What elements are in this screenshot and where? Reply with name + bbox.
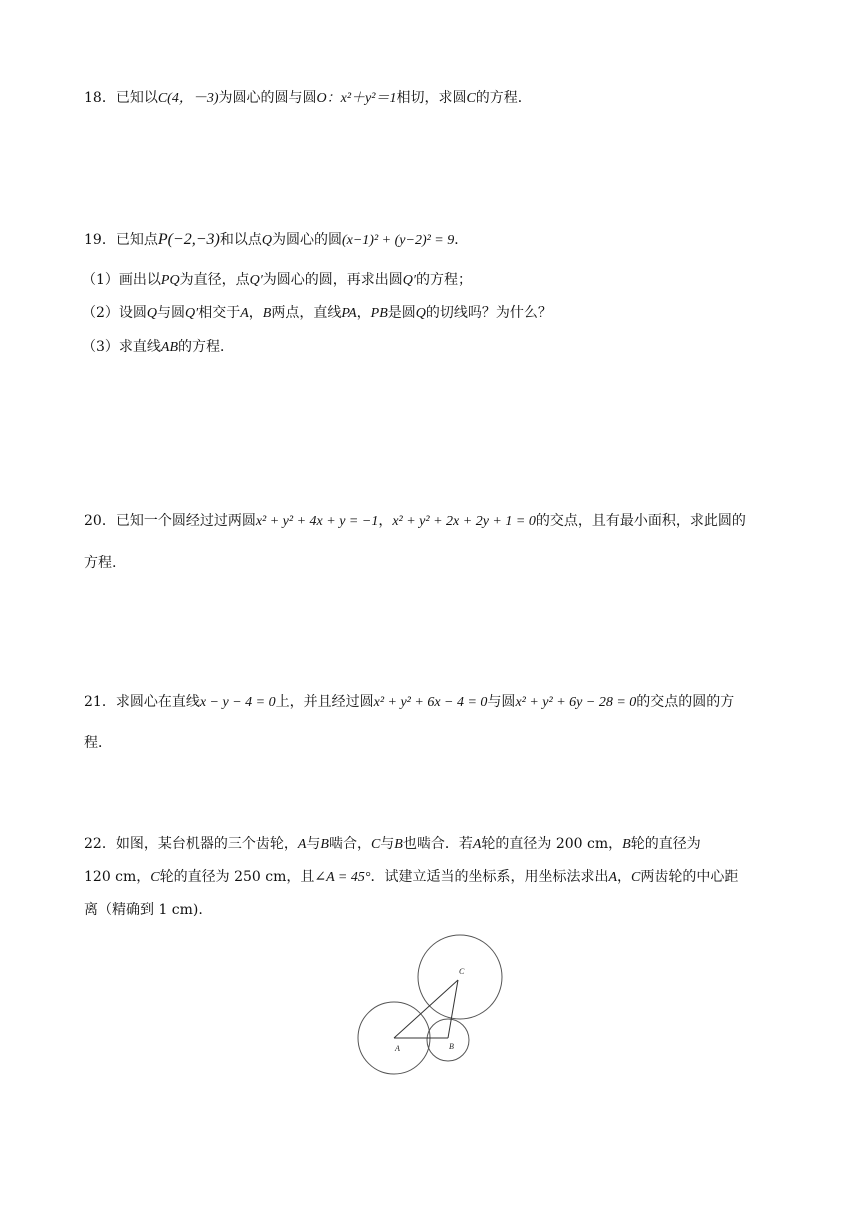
equation-circle-b: x² + y² + 6y − 28 = 0 — [515, 695, 637, 710]
label-a: A — [395, 1044, 400, 1053]
question-20-line-2: 方程. — [84, 555, 117, 571]
question-18: 18．已知以C(4，－3)为圆心的圆与圆O：x²＋y²＝1相切，求圆C的方程． — [84, 90, 532, 106]
question-19: 19．已知点P(−2,−3)和以点Q为圆心的圆(x−1)² + (y−2)² = 9． — [84, 231, 469, 248]
label-b: B — [449, 1042, 454, 1051]
equation-unit-circle: x²＋y²＝1 — [340, 91, 397, 106]
question-21-line-2: 程． — [84, 735, 112, 751]
point-p: P(−2,−3) — [157, 231, 220, 248]
segment-bc — [448, 980, 458, 1038]
equation-circle-2: x² + y² + 2x + 2y + 1 = 0 — [392, 514, 536, 529]
question-22-line-2: 120 cm，C轮的直径为 250 cm，且∠A = 45°．试建立适当的坐标系，用坐标法求出A，C两齿轮的中心距 — [84, 869, 739, 885]
equation-line: x − y − 4 = 0 — [199, 695, 276, 710]
equation-circle-q: (x−1)² + (y−2)² = 9 — [341, 233, 455, 248]
gear-c-circle — [418, 935, 502, 1019]
question-22-line-3: 离（精确到 1 cm). — [84, 902, 203, 918]
question-19-part-1: （1）画出以PQ为直径，点Q′为圆心的圆，再求出圆Q′的方程； — [82, 272, 472, 288]
question-19-part-2: （2）设圆Q与圆Q′相交于A，B两点，直线PA，PB是圆Q的切线吗？为什么？ — [82, 305, 552, 321]
equation-circle-1: x² + y² + 4x + y = −1 — [255, 514, 379, 529]
question-22: 22．如图，某台机器的三个齿轮，A与B啮合，C与B也啮合．若A轮的直径为 200 cm，B轮的直径为 — [84, 836, 701, 852]
label-c: C — [459, 967, 465, 976]
center-c: C(4，－3) — [157, 91, 219, 106]
segment-ac — [394, 980, 458, 1038]
question-21: 21．求圆心在直线x − y − 4 = 0上，并且经过圆x² + y² + 6x − 4 = 0与圆x² + y² + 6y − 28 = 0的交点的圆的方 — [84, 694, 735, 710]
angle-a: ∠A = 45° — [314, 870, 371, 885]
gear-b-circle — [427, 1019, 469, 1061]
gear-figure — [350, 930, 510, 1080]
question-19-part-3: （3）求直线AB的方程． — [82, 339, 235, 355]
question-20: 20．已知一个圆经过过两圆x² + y² + 4x + y = −1，x² + y² + 2x + 2y + 1 = 0的交点，且有最小面积，求此圆的 — [84, 513, 746, 529]
equation-circle-a: x² + y² + 6x − 4 = 0 — [373, 695, 488, 710]
